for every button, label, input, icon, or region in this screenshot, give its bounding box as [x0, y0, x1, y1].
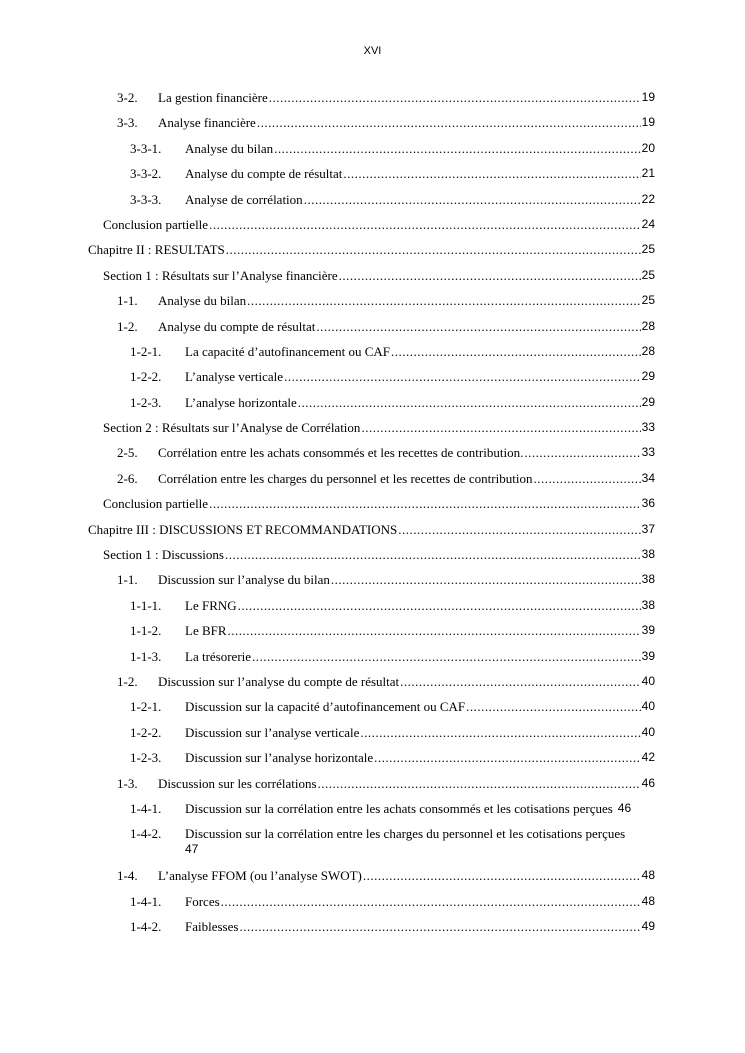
toc-entry-title: Forces — [185, 893, 220, 909]
toc-entry-title: Discussion sur l’analyse du compte de résultat — [158, 673, 400, 689]
table-of-contents — [0, 86, 745, 941]
toc-leader-dots — [257, 115, 641, 130]
toc-entry-number: 2-6. — [117, 470, 138, 486]
toc-leader-dots — [398, 522, 640, 537]
toc-entry-number: 1-1-2. — [130, 623, 162, 639]
toc-entry-title: Analyse du compte de résultat — [185, 166, 343, 182]
toc-entry-title — [185, 826, 655, 857]
toc-leader-dots — [400, 674, 640, 689]
toc-leader-dots — [304, 192, 641, 207]
toc-entry-page: 19 — [641, 115, 655, 130]
toc-entry-title: Chapitre II : RESULTATS — [88, 242, 225, 258]
toc-entry[interactable] — [0, 746, 655, 771]
toc-leader-dots — [298, 395, 641, 410]
toc-entry-page: 28 — [641, 343, 655, 358]
toc-entry-number: 1-2-2. — [130, 724, 162, 740]
toc-entry[interactable] — [0, 670, 655, 695]
toc-entry[interactable] — [0, 416, 655, 441]
toc-entry[interactable] — [0, 188, 655, 213]
toc-entry-page: 36 — [641, 496, 655, 511]
toc-entry-title: Analyse du bilan — [158, 293, 247, 309]
toc-entry-number: 1-1. — [117, 293, 138, 309]
toc-entry-title-text: Discussion sur la corrélation entre les charges du personnel et les cotisations perçues — [185, 826, 626, 842]
toc-entry-title: Faiblesses — [185, 919, 239, 935]
toc-entry-title: Discussion sur l’analyse verticale — [185, 724, 360, 740]
toc-entry[interactable] — [0, 721, 655, 746]
toc-entry-title: L’analyse verticale — [185, 369, 284, 385]
toc-entry[interactable] — [0, 365, 655, 390]
toc-entry-title: Section 1 : Discussions — [103, 547, 224, 563]
toc-entry-title: Discussion sur la capacité d’autofinancement ou CAF — [185, 699, 466, 715]
toc-entry-title: Chapitre III : DISCUSSIONS ET RECOMMANDATIONS — [88, 521, 398, 537]
toc-leader-dots — [318, 776, 641, 791]
toc-leader-dots — [374, 750, 641, 765]
toc-entry-number: 1-4. — [117, 868, 138, 884]
toc-entry-number: 1-1-1. — [130, 597, 162, 613]
toc-entry-page: 20 — [641, 140, 655, 155]
toc-entry[interactable] — [0, 264, 655, 289]
toc-entry-page: 22 — [641, 191, 655, 206]
toc-entry-title: Analyse de corrélation — [185, 191, 303, 207]
toc-leader-dots — [252, 649, 641, 664]
toc-entry-title: Le FRNG — [185, 597, 237, 613]
toc-entry[interactable] — [0, 467, 655, 492]
toc-entry-page: 38 — [641, 572, 655, 587]
toc-entry-page: 21 — [641, 166, 655, 181]
toc-entry-page: 47 — [185, 842, 199, 857]
toc-leader-dots — [228, 623, 641, 638]
toc-entry-number: 3-3-2. — [130, 166, 162, 182]
toc-entry[interactable] — [0, 391, 655, 416]
toc-leader-dots — [524, 445, 640, 460]
toc-entry[interactable] — [0, 162, 655, 187]
toc-entry[interactable] — [0, 695, 655, 720]
toc-entry-page: 29 — [641, 394, 655, 409]
toc-entry-page: 34 — [641, 470, 655, 485]
toc-entry-title: Analyse du compte de résultat — [158, 318, 316, 334]
toc-entry[interactable] — [0, 238, 655, 263]
toc-leader-dots — [331, 572, 641, 587]
toc-entry[interactable] — [0, 568, 655, 593]
toc-leader-dots — [360, 725, 640, 740]
toc-entry-number: 3-2. — [117, 90, 138, 105]
toc-entry-title: Section 1 : Résultats sur l’Analyse financière — [103, 267, 338, 283]
toc-entry-title: La gestion financière — [158, 90, 268, 105]
toc-entry[interactable] — [0, 645, 655, 670]
toc-entry-title: La capacité d’autofinancement ou CAF — [185, 343, 391, 359]
toc-entry-number: 1-2-3. — [130, 750, 162, 766]
toc-entry[interactable] — [0, 289, 655, 314]
toc-entry-page: 40 — [641, 673, 655, 688]
toc-leader-dots — [391, 344, 641, 359]
toc-entry-title: Conclusion partielle — [103, 496, 209, 512]
toc-entry[interactable] — [0, 864, 655, 889]
toc-entry-number: 2-5. — [117, 445, 138, 461]
toc-entry-page: 38 — [641, 597, 655, 612]
toc-entry-page: 24 — [641, 216, 655, 231]
toc-entry[interactable] — [0, 111, 655, 136]
toc-entry[interactable] — [0, 619, 655, 644]
toc-entry-number: 1-4-2. — [130, 919, 162, 935]
toc-entry-page: 39 — [641, 623, 655, 638]
toc-entry-title: L’analyse horizontale — [185, 394, 297, 410]
toc-leader-dots — [284, 369, 641, 384]
toc-entry-number: 3-3. — [117, 115, 138, 131]
toc-leader-dots — [274, 141, 641, 156]
toc-entry-page: 48 — [641, 893, 655, 908]
toc-entry-page: 25 — [641, 293, 655, 308]
toc-entry-title: Analyse du bilan — [185, 140, 274, 156]
toc-entry[interactable] — [0, 518, 655, 543]
toc-entry-page: 25 — [641, 242, 655, 257]
toc-leader-dots — [239, 919, 640, 934]
toc-entry[interactable] — [0, 86, 655, 111]
toc-leader-dots — [363, 868, 641, 883]
toc-leader-dots — [339, 268, 641, 283]
toc-entry[interactable] — [0, 492, 655, 517]
toc-entry-number: 3-3-3. — [130, 191, 162, 207]
toc-entry[interactable] — [0, 772, 655, 797]
toc-entry[interactable] — [0, 543, 655, 568]
toc-entry-title: Discussion sur l’analyse du bilan — [158, 572, 330, 588]
toc-entry[interactable] — [0, 340, 655, 365]
toc-entry[interactable] — [0, 822, 655, 864]
toc-entry-number: 1-1-3. — [130, 648, 162, 664]
toc-entry[interactable] — [0, 441, 655, 466]
toc-entry-page: 49 — [641, 919, 655, 934]
toc-entry-title: Corrélation entre les charges du personnel et les recettes de contribution — [158, 470, 533, 486]
toc-entry-page: 46 — [617, 800, 632, 815]
toc-entry-number: 1-2. — [117, 673, 138, 689]
toc-entry[interactable] — [0, 594, 655, 619]
toc-entry-title: Discussion sur les corrélations — [158, 775, 317, 791]
toc-entry-number: 1-4-1. — [130, 893, 162, 909]
toc-leader-dots — [209, 217, 641, 232]
toc-entry-page: 25 — [641, 267, 655, 282]
toc-entry-title: Section 2 : Résultats sur l’Analyse de Corrélation — [103, 420, 361, 436]
toc-entry-title: La trésorerie — [185, 648, 252, 664]
toc-leader-dots — [269, 90, 641, 105]
toc-entry-page: 40 — [641, 724, 655, 739]
toc-entry-title: Discussion sur l’analyse horizontale — [185, 750, 374, 766]
toc-entry-title: Conclusion partielle — [103, 216, 209, 232]
toc-entry[interactable] — [0, 797, 655, 822]
toc-leader-dots — [221, 894, 641, 909]
toc-entry-page: 48 — [641, 868, 655, 883]
toc-entry-number: 1-2-3. — [130, 394, 162, 410]
toc-entry-page: 19 — [641, 90, 655, 104]
toc-leader-dots — [209, 496, 641, 511]
toc-entry[interactable] — [0, 890, 655, 915]
toc-entry-number: 1-2. — [117, 318, 138, 334]
toc-entry-page: 42 — [641, 750, 655, 765]
toc-entry-page: 38 — [641, 547, 655, 562]
toc-leader-dots — [238, 598, 641, 613]
toc-entry-number: 1-4-2. — [130, 826, 162, 842]
toc-entry-page: 28 — [641, 318, 655, 333]
toc-entry-page: 37 — [641, 521, 655, 536]
toc-entry-title: Corrélation entre les achats consommés et les recettes de contribution. — [158, 445, 524, 461]
toc-entry[interactable] — [0, 315, 655, 340]
toc-entry-title: L’analyse FFOM (ou l’analyse SWOT) — [158, 868, 362, 884]
toc-entry-number: 1-3. — [117, 775, 138, 791]
toc-entry[interactable] — [0, 213, 655, 238]
toc-entry[interactable] — [0, 137, 655, 162]
toc-leader-dots — [466, 699, 640, 714]
toc-leader-dots — [533, 471, 640, 486]
toc-entry-title: Discussion sur la corrélation entre les achats consommés et les cotisations perçues — [185, 800, 613, 816]
toc-entry-page: 33 — [641, 445, 655, 460]
toc-entry-page: 46 — [641, 775, 655, 790]
toc-entry[interactable] — [0, 915, 655, 940]
toc-entry-number: 1-1. — [117, 572, 138, 588]
toc-leader-dots — [225, 547, 641, 562]
toc-entry-number: 1-2-1. — [130, 699, 162, 715]
toc-entry-number: 3-3-1. — [130, 140, 162, 156]
toc-leader-dots — [361, 420, 640, 435]
toc-leader-dots — [343, 166, 640, 181]
toc-leader-dots — [316, 319, 640, 334]
toc-entry-page: 39 — [641, 648, 655, 663]
toc-entry-title: Le BFR — [185, 623, 227, 639]
toc-entry-page: 40 — [641, 699, 655, 714]
page-number: XVI — [363, 45, 382, 57]
toc-leader-dots — [226, 242, 641, 257]
toc-entry-number: 1-2-2. — [130, 369, 162, 385]
toc-entry-number: 1-2-1. — [130, 343, 162, 359]
toc-entry-number: 1-4-1. — [130, 800, 162, 816]
toc-entry-title: Analyse financière — [158, 115, 256, 131]
toc-leader-dots — [247, 293, 641, 308]
toc-entry-page: 29 — [641, 369, 655, 384]
toc-entry-page: 33 — [641, 420, 655, 435]
